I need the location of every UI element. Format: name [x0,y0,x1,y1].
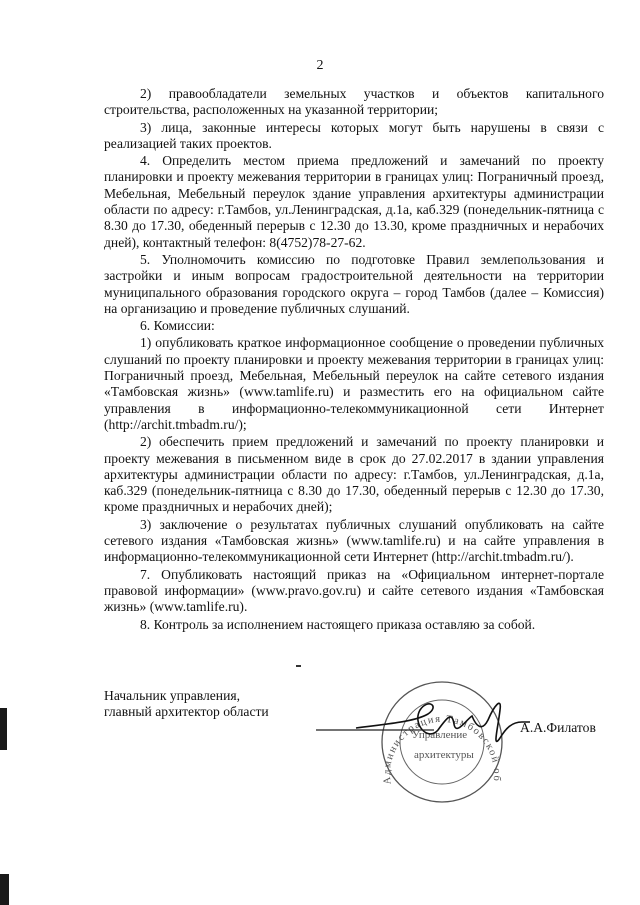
paragraph-clause-6-2: 2) обеспечить прием предложений и замечаний по проекту планировки и проекту межевания в письменном виде в срок до 27.02.2017 в здании управления архитектуры администрации области по адресу: г.Тамбов, ул.Ленинградская, д.1а, каб.329 (понедельник-пятница с 8.30 до 17.30, обеденный перерыв с 12.30 до 17.30, кроме праздничных и нерабочих дней); [104,434,604,515]
seal-and-signature-graphic [316,676,546,806]
paragraph-clause-8: 8. Контроль за исполнением настоящего приказа оставляю за собой. [140,616,536,632]
paragraph-clause-6-3: 3) заключение о результатах публичных слушаний опубликовать на сайте сетевого издания «Тамбовская жизнь» (www.tamlife.ru) и на сайте управления в информационно-телекоммуникационной сети Интернет (http://archit.tmbadm.ru/). [104,516,604,565]
signature-block [104,688,624,798]
ink-dot [296,665,301,667]
signatory-name: А.А.Филатов [520,720,596,735]
paragraph-item-2: 2) правообладатели земельных участков и объектов капитального строительства, расположенных на указанной территории; [104,86,604,118]
seal-center-text-2: архитектуры [414,749,474,761]
document-body [104,86,604,634]
paragraph-clause-5: 5. Уполномочить комиссию по подготовке Правил землепользования и застройки и иным вопросам градостроительной деятельности на территории муниципального образования городского округа – город Тамбов (далее – Комиссия) на организацию и проведение публичных слушаний. [104,251,604,316]
official-seal [316,676,546,806]
seal-center-text-1: Управление [412,729,468,741]
paragraph-item-3: 3) лица, законные интересы которых могут быть нарушены в связи с реализацией таких проектов. [104,119,604,151]
seal-inner-ring [400,700,484,784]
paragraph-clause-6: 6. Комиссии: [140,318,215,334]
signatory-position [104,688,269,720]
signatory-position-line-1: Начальник управления, [104,688,240,703]
paragraph-clause-7: 7. Опубликовать настоящий приказ на «Официальном интернет-портале правовой информации» (www.pravo.gov.ru) и сайте сетевого издания «Тамбовская жизнь» (www.tamlife.ru). [104,566,604,615]
signatory-position-line-2: главный архитектор области [104,704,269,719]
paragraph-clause-6-1: 1) опубликовать краткое информационное сообщение о проведении публичных слушаний по проекту планировки и проекту межевания территории в границах улиц: Пограничный проезд, Мебельная, Мебельный переулок на сайте сетевого издания «Тамбовская жизнь» (www.tamlife.ru) и разместить его на официальном сайте управления в информационно-телекоммуникационной сети Интернет (http://archit.tmbadm.ru/); [104,335,604,432]
seal-ring-text: Администрация Тамбовской об [381,713,503,786]
scan-edge-mark [0,708,7,750]
paragraph-clause-4: 4. Определить местом приема предложений и замечаний по проекту планировки и проекту межевания территории в границах улиц: Пограничный проезд, Мебельная, Мебельный переулок здание управления архитектуры администрации области по адресу: г.Тамбов, ул.Ленинградская, д.1а, каб.329 (понедельник-пятница с 8.30 до 17.30, обеденный перерыв с 12.30 до 13.30, кроме праздничных и нерабочих дней), контактный телефон: 8(4752)78-27-62. [104,153,604,250]
scan-edge-mark-bottom [0,874,9,905]
page-number: 2 [316,58,324,73]
